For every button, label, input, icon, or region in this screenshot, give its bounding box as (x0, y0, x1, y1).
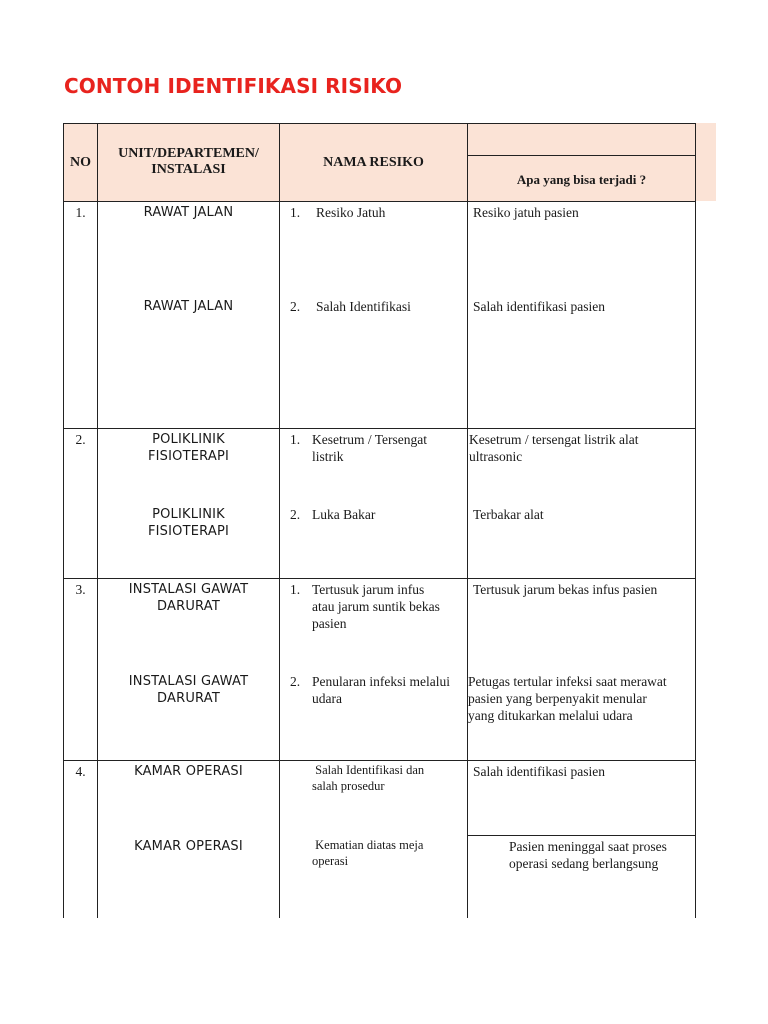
document-title: CONTOH IDENTIFIKASI RISIKO (64, 74, 403, 98)
unit-name: RAWAT JALAN (143, 299, 234, 314)
row-divider (63, 760, 696, 761)
unit-name: INSTALASI GAWAT DARURAT (128, 582, 249, 614)
row-number: 2. (75, 432, 86, 447)
risk-outcome: Resiko jatuh pasien (473, 205, 579, 220)
risk-number: 1. (290, 432, 301, 447)
risk-outcome: Kesetrum / tersengat listrik alat ultrasonic (469, 432, 639, 464)
risk-name: Luka Bakar (312, 507, 376, 522)
risk-name: Salah Identifikasi (316, 299, 411, 314)
risk-outcome: Terbakar alat (473, 507, 544, 522)
row-divider (63, 428, 696, 429)
column-border (467, 123, 468, 918)
unit-name: INSTALASI GAWAT DARURAT (128, 674, 249, 706)
risk-name: Tertusuk jarum infus atau jarum suntik bekas pasien (312, 582, 440, 631)
unit-name: POLIKLINIK FISIOTERAPI (147, 507, 230, 539)
risk-outcome: Salah identifikasi pasien (473, 764, 605, 779)
unit-name: KAMAR OPERASI (134, 839, 243, 854)
column-border (279, 123, 280, 918)
header-sub-divider (467, 155, 696, 156)
row-number: 4. (75, 764, 86, 779)
risk-name: Salah Identifikasi dan salah prosedur (312, 763, 425, 793)
risk-outcome: Pasien meninggal saat proses operasi sedang berlangsung (509, 839, 667, 871)
risk-name: Kesetrum / Tersengat listrik (312, 432, 428, 464)
row-number: 1. (75, 205, 86, 220)
risk-name: Resiko Jatuh (316, 205, 386, 220)
header-no: NO (70, 155, 91, 170)
row-divider (63, 578, 696, 579)
risk-number: 2. (290, 674, 301, 689)
column-border (695, 123, 696, 918)
header-bottom-border (63, 201, 696, 202)
unit-name: KAMAR OPERASI (134, 764, 243, 779)
row-number: 3. (75, 582, 86, 597)
risk-name: Kematian diatas meja operasi (312, 838, 424, 868)
risk-number: 2. (290, 507, 301, 522)
header-nama-resiko: NAMA RESIKO (323, 155, 424, 170)
risk-number: 1. (290, 582, 301, 597)
cell-divider (467, 835, 696, 836)
risk-number: 2. (290, 299, 301, 314)
risk-outcome: Petugas tertular infeksi saat merawat pasien yang berpenyakit menular yang ditukarkan melalui udara (468, 674, 667, 723)
unit-name: RAWAT JALAN (143, 205, 234, 220)
column-border (63, 123, 64, 918)
risk-number: 1. (290, 205, 301, 220)
unit-name: POLIKLINIK FISIOTERAPI (147, 432, 230, 464)
risk-outcome: Tertusuk jarum bekas infus pasien (473, 582, 658, 597)
risk-outcome: Salah identifikasi pasien (473, 299, 605, 314)
table-border-top (63, 123, 696, 124)
header-apa-yang-bisa-terjadi: Apa yang bisa terjadi ? (516, 172, 647, 187)
header-unit: UNIT/DEPARTEMEN/ INSTALASI (118, 146, 259, 177)
risk-name: Penularan infeksi melalui udara (312, 674, 450, 706)
